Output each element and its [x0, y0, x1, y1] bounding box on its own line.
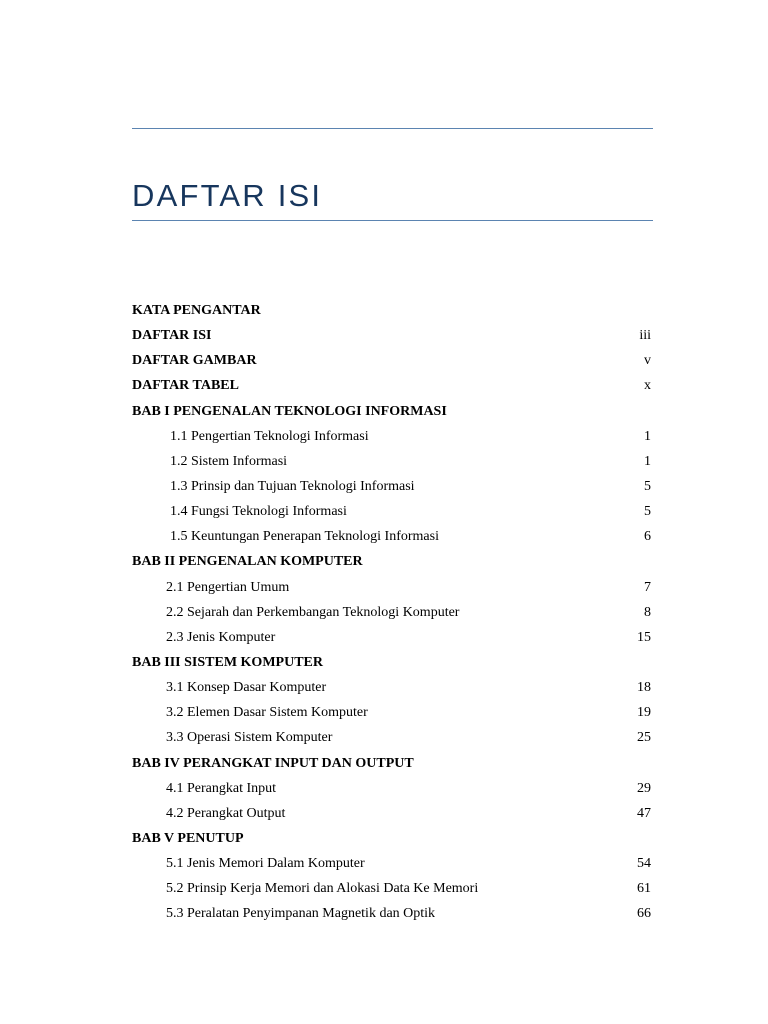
- toc-chapter-row: [132, 549, 653, 574]
- toc-entry-title: 1.2 Sistem Informasi: [170, 453, 288, 469]
- toc-entry-title: 4.1 Perangkat Input: [166, 780, 277, 796]
- toc-entry-title: 3.3 Operasi Sistem Komputer: [166, 730, 333, 746]
- toc-page-number: 47: [637, 805, 651, 821]
- toc-page-number: 7: [644, 579, 651, 595]
- toc-entry-title: 4.2 Perangkat Output: [166, 805, 286, 821]
- toc-section-row: [132, 876, 653, 901]
- toc-page-number: 29: [637, 780, 651, 796]
- toc-entry-title: 1.5 Keuntungan Penerapan Teknologi Informasi: [170, 529, 439, 545]
- toc-chapter-row: [132, 323, 653, 348]
- toc-entry-title: DAFTAR TABEL: [132, 378, 239, 394]
- toc-section-row: [132, 600, 653, 625]
- toc-section-row: [132, 675, 653, 700]
- toc-page-number: v: [644, 353, 651, 369]
- toc-page-number: 19: [637, 705, 651, 721]
- toc-entry-title: 5.3 Peralatan Penyimpanan Magnetik dan Optik: [166, 906, 436, 922]
- toc-entry-title: 3.1 Konsep Dasar Komputer: [166, 680, 327, 696]
- toc-entry-title: 1.4 Fungsi Teknologi Informasi: [170, 504, 347, 520]
- toc-chapter-row: [132, 826, 653, 851]
- toc-page-number: 5: [644, 478, 651, 494]
- toc-entry-title: 2.3 Jenis Komputer: [166, 629, 276, 645]
- toc-entry-title: BAB I PENGENALAN TEKNOLOGI INFORMASI: [132, 403, 447, 419]
- toc-section-row: [132, 700, 653, 725]
- toc-chapter-row: [132, 373, 653, 398]
- toc-page-number: 1: [644, 453, 651, 469]
- toc-page-number: 1: [644, 428, 651, 444]
- toc-entry-title: BAB V PENUTUP: [132, 830, 244, 846]
- toc-page-number: 66: [637, 906, 651, 922]
- toc-section-row: [132, 474, 653, 499]
- page-title: DAFTAR ISI: [132, 178, 323, 213]
- table-of-contents: [132, 298, 653, 927]
- toc-page-number: 18: [637, 680, 651, 696]
- toc-chapter-row: [132, 298, 653, 323]
- toc-section-row: [132, 776, 653, 801]
- toc-page-number: 25: [637, 730, 651, 746]
- toc-entry-title: DAFTAR GAMBAR: [132, 353, 257, 369]
- toc-entry-title: 2.1 Pengertian Umum: [166, 579, 290, 595]
- toc-section-row: [132, 449, 653, 474]
- toc-section-row: [132, 499, 653, 524]
- toc-page-number: 6: [644, 529, 651, 545]
- toc-chapter-row: [132, 650, 653, 675]
- toc-section-row: [132, 725, 653, 750]
- toc-entry-title: BAB III SISTEM KOMPUTER: [132, 654, 323, 670]
- toc-section-row: [132, 575, 653, 600]
- toc-page-number: 8: [644, 604, 651, 620]
- toc-entry-title: 1.3 Prinsip dan Tujuan Teknologi Informasi: [170, 478, 415, 494]
- toc-chapter-row: [132, 348, 653, 373]
- toc-page-number: 15: [637, 629, 651, 645]
- toc-entry-title: 5.2 Prinsip Kerja Memori dan Alokasi Data Ke Memori: [166, 881, 479, 897]
- toc-section-row: [132, 424, 653, 449]
- toc-entry-title: 2.2 Sejarah dan Perkembangan Teknologi Komputer: [166, 604, 460, 620]
- toc-chapter-row: [132, 751, 653, 776]
- top-rule: [132, 128, 653, 129]
- toc-page-number: iii: [639, 328, 651, 344]
- toc-entry-title: KATA PENGANTAR: [132, 303, 261, 318]
- toc-section-row: [132, 901, 653, 926]
- toc-page-number: 5: [644, 504, 651, 520]
- toc-section-row: [132, 801, 653, 826]
- toc-entry-title: BAB IV PERANGKAT INPUT DAN OUTPUT: [132, 755, 414, 771]
- toc-page-number: 54: [637, 856, 651, 872]
- toc-entry-title: 3.2 Elemen Dasar Sistem Komputer: [166, 705, 368, 721]
- toc-section-row: [132, 625, 653, 650]
- toc-entry-title: BAB II PENGENALAN KOMPUTER: [132, 554, 363, 570]
- toc-page-number: 61: [637, 881, 651, 897]
- toc-entry-title: DAFTAR ISI: [132, 328, 212, 344]
- toc-section-row: [132, 524, 653, 549]
- bottom-rule: [132, 220, 653, 221]
- toc-entry-title: 5.1 Jenis Memori Dalam Komputer: [166, 856, 365, 872]
- toc-chapter-row: [132, 399, 653, 424]
- toc-entry-title: 1.1 Pengertian Teknologi Informasi: [170, 428, 369, 444]
- toc-section-row: [132, 851, 653, 876]
- toc-page-number: x: [644, 378, 651, 394]
